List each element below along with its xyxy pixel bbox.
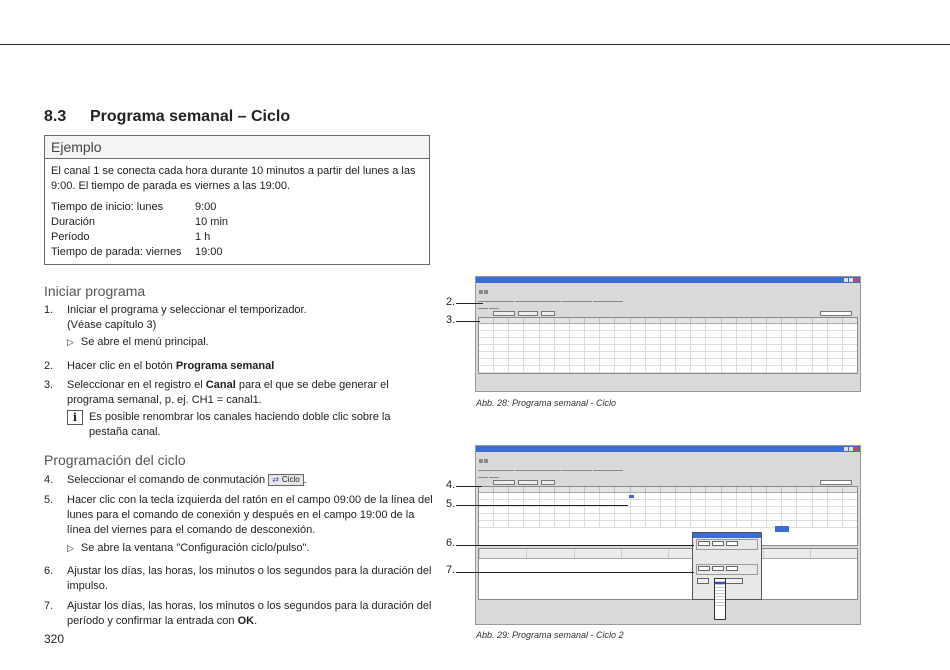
toolbar-icon [484,459,488,463]
example-row [51,230,423,245]
close-icon [854,278,858,282]
section-number: 8.3 [44,108,67,125]
step-7 [44,599,434,629]
step-5 [44,493,434,538]
section-title-text: Programa semanal – Ciclo [90,108,291,125]
step-text: Hacer clic en el botón [67,360,176,372]
pulse-hours-field[interactable] [698,541,710,546]
step-text-end: . [254,615,258,627]
callout-2: 2. [446,296,456,308]
step-5-result [67,541,309,556]
example-row-value: 9:00 [195,201,217,213]
window-titlebar [476,446,860,452]
ok-button[interactable] [697,578,709,584]
maximize-icon [849,447,853,451]
toolbar-icon [479,290,483,294]
period-hours-field[interactable] [698,566,710,571]
step-4 [44,473,434,488]
info-note-text: Es posible renombrar los canales haciendo doble clic sobre la pestaña canal. [89,411,391,438]
callout-line [456,303,483,304]
section-title [44,108,290,126]
channel-tabs [476,302,860,309]
program-tabs [476,295,860,302]
cycle-chip-label: Ciclo [281,475,300,484]
callout-4: 4. [446,479,456,491]
example-row-label: Período [51,231,90,243]
cycle-command-button[interactable] [268,474,303,486]
week-grid [478,486,858,546]
dialog-titlebar [693,533,761,538]
step-number: 1. [44,304,54,316]
period-hours-dropdown[interactable] [714,578,726,620]
example-row-value: 1 h [195,231,211,243]
top-rule [0,44,950,45]
result-text: Se abre el menú principal. [80,336,209,348]
info-note [67,410,427,440]
cycle-pulse-dialog [692,532,762,600]
pulse-seconds-field[interactable] [726,541,738,546]
callout-line [456,572,694,573]
callout-3: 3. [446,314,456,326]
example-row-label: Duración [51,216,96,228]
minimize-icon [844,278,848,282]
week-grid [478,317,858,374]
example-row-label: Tiempo de parada: viernes [51,246,182,258]
command-row [476,309,860,317]
example-row [51,245,423,260]
switch-list-table [478,548,858,600]
step-text: Ajustar los días, las horas, los minutos o los segundos para la duración del impulso. [67,565,432,592]
figure-28-screenshot [475,276,861,392]
channel-tabs [476,471,860,478]
step-1 [44,303,434,333]
command-row [476,478,860,486]
period-minutes-field[interactable] [712,566,724,571]
step-number: 6. [44,565,54,577]
example-heading: Ejemplo [45,136,429,159]
step-number: 5. [44,494,54,506]
pulse-minutes-field[interactable] [712,541,724,546]
info-icon: i [67,410,83,425]
callout-5: 5. [446,498,456,510]
example-description: El canal 1 se conecta cada hora durante 10 minutos a partir del lunes a las 9:00. El tiempo de parada es viernes a las 19:00. [51,165,416,192]
step-number: 7. [44,600,54,612]
step-number: 4. [44,474,54,486]
result-arrow-icon: ▷ [67,337,74,347]
step-bold-text: Programa semanal [175,360,275,372]
window-titlebar [476,277,860,283]
close-icon [854,447,858,451]
example-row [51,215,423,230]
callout-line [456,321,480,322]
example-box [44,135,430,265]
period-seconds-field[interactable] [726,566,738,571]
result-text: Se abre la ventana "Configuración ciclo/pulso". [80,542,310,554]
step-text: Iniciar el programa y seleccionar el temporizador. [67,304,307,316]
step-text: Ajustar los días, las horas, los minutos o los segundos para la duración del período y confirmar la entrada con [67,600,432,627]
figure-29-caption: Abb. 29: Programa semanal - Ciclo 2 [476,630,624,640]
result-arrow-icon: ▷ [67,543,74,553]
callout-7: 7. [446,564,456,576]
example-row-value: 19:00 [195,246,223,258]
start-marker [629,495,634,498]
callout-line [456,505,628,506]
callout-line [456,486,482,487]
step-text: Seleccionar en el registro el [67,379,206,391]
pulse-duration-group [696,539,758,550]
maximize-icon [849,278,853,282]
example-rows [45,194,429,260]
example-row-label: Tiempo de inicio: lunes [51,201,164,213]
example-row [51,200,423,215]
period-group [696,564,758,575]
minimize-icon [844,447,848,451]
step-text: Hacer clic con la tecla izquierda del ratón en el campo 09:00 de la línea del lunes para el comando de conexión y después en el campo 19:00 de la línea del viernes para el comando de desconexión. [67,494,433,536]
step-subtext: (Véase capítulo 3) [67,319,157,331]
callout-6: 6. [446,537,456,549]
step-1-result [67,335,209,350]
switch-list-header [479,549,857,559]
step-2 [44,359,434,374]
figure-29-screenshot [475,445,861,625]
step-6 [44,564,434,594]
step-number: 3. [44,379,54,391]
cycle-heading: Programación del ciclo [44,452,186,468]
step-3 [44,378,434,408]
page-number: 320 [44,632,65,646]
step-text-end: para el que se debe generar el programa semanal, p. ej. CH1 = canal1. [67,379,389,406]
toolbar-icon [484,290,488,294]
program-tabs [476,464,860,471]
start-heading: Iniciar programa [44,283,146,299]
step-text: Seleccionar el comando de conmutación [67,474,266,486]
toolbar-icon [479,459,483,463]
callout-line [456,545,694,546]
cycle-icon: ⇄ [272,475,279,484]
step-bold-text: OK [237,615,255,627]
figure-28-caption: Abb. 28: Programa semanal - Ciclo [476,398,617,408]
step-bold-text: Canal [205,379,236,391]
stop-marker [775,526,789,532]
step-number: 2. [44,360,54,372]
step-text-end: . [303,474,307,486]
example-row-value: 10 min [195,216,229,228]
